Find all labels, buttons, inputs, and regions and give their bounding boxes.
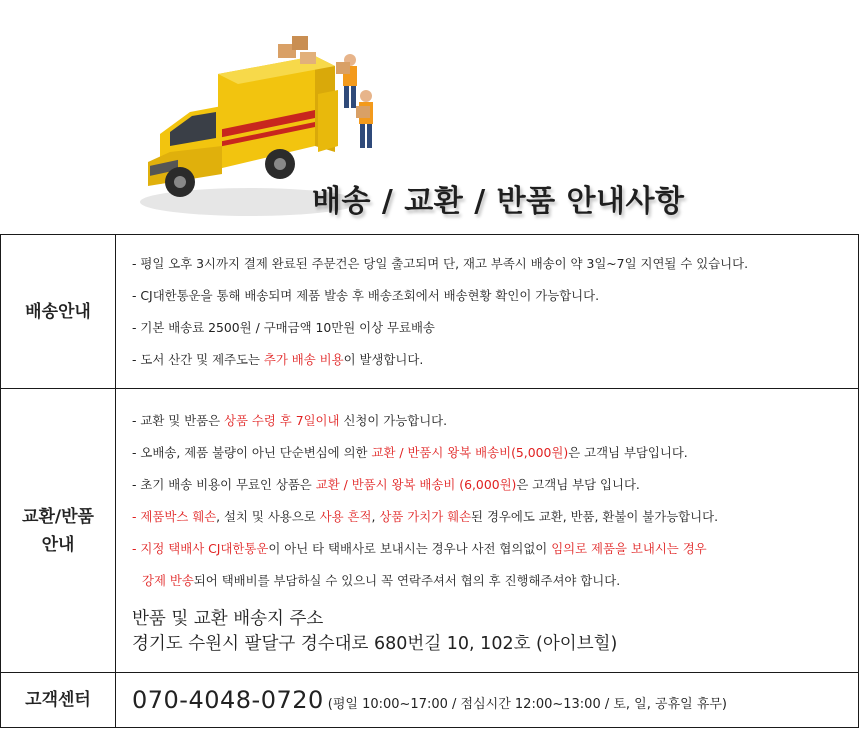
- return-address: 경기도 수원시 팔달구 경수대로 680번길 10, 102호 (아이브힐): [132, 633, 618, 654]
- header-banner: [0, 0, 860, 232]
- highlight-text: 상품 가치가 훼손: [379, 508, 472, 524]
- shipping-line-1: - 평일 오후 3시까지 결제 완료된 주문건은 당일 출고되며 단, 재고 부족시 배송이 약 3일~7일 지연될 수 있습니다.: [132, 255, 749, 271]
- text: - 교환 및 반품은: [132, 412, 225, 428]
- page-title: 배송 / 교환 / 반품 안내사항: [312, 184, 685, 219]
- text: 되어 택배비를 부담하실 수 있으니 꼭 연락주셔서 협의 후 진행해주셔야 합니다.: [193, 572, 621, 588]
- shipping-line-3: - 기본 배송료 2500원 / 구매금액 10만원 이상 무료배송: [132, 319, 435, 335]
- highlight-text: - 지정 택배사 CJ대한통운: [132, 540, 269, 556]
- return-address-block: [132, 607, 858, 657]
- text: 신청이 가능합니다.: [339, 412, 448, 428]
- exchange-line-2: [132, 437, 858, 469]
- highlight-text: 추가 배송 비용: [263, 351, 344, 367]
- text: 이 아닌 타 택배사로 보내시는 경우나 사전 협의없이: [268, 540, 552, 556]
- return-address-title: 반품 및 교환 배송지 주소: [132, 608, 324, 629]
- support-hours: (평일 10:00~17:00 / 점심시간 12:00~13:00 / 토, 일, 공휴일 휴무): [327, 697, 728, 712]
- shipping-label: 배송안내: [1, 235, 116, 389]
- exchange-line-1: [132, 405, 858, 437]
- highlight-text: 임의로 제품을 보내시는 경우: [551, 540, 707, 556]
- support-label: 고객센터: [1, 673, 116, 728]
- text: ,: [371, 508, 380, 524]
- highlight-text: 강제 반송: [142, 572, 194, 588]
- highlight-text: 교환 / 반품시 왕복 배송비(5,000원): [371, 444, 569, 460]
- highlight-text: 사용 흔적: [319, 508, 372, 524]
- highlight-text: 교환 / 반품시 왕복 배송비 (6,000원): [315, 476, 517, 492]
- shipping-content: [116, 235, 859, 389]
- text: - 초기 배송 비용이 무료인 상품은: [132, 476, 316, 492]
- exchange-line-5: [132, 533, 858, 565]
- text: - 도서 산간 및 제주도는: [132, 351, 264, 367]
- exchange-label: [1, 389, 116, 673]
- text: 이 발생합니다.: [343, 351, 424, 367]
- text: , 설치 및 사용으로: [216, 508, 320, 524]
- exchange-line-4: [132, 501, 858, 533]
- support-row: [1, 673, 859, 728]
- text: 은 고객님 부담입니다.: [568, 444, 688, 460]
- exchange-label-line-1: 교환/반품: [22, 506, 94, 527]
- highlight-text: 상품 수령 후 7일이내: [224, 412, 340, 428]
- info-table: [0, 234, 859, 728]
- exchange-row: [1, 389, 859, 673]
- shipping-line-4: [132, 344, 858, 376]
- highlight-text: - 제품박스 훼손: [132, 508, 217, 524]
- exchange-label-line-2: 안내: [41, 534, 75, 555]
- support-phone-number[interactable]: 070-4048-0720: [132, 686, 324, 714]
- exchange-content: [116, 389, 859, 673]
- exchange-line-3: [132, 469, 858, 501]
- support-content: [116, 673, 859, 728]
- text: 된 경우에도 교환, 반품, 환불이 불가능합니다.: [471, 508, 719, 524]
- text: - 오배송, 제품 불량이 아닌 단순변심에 의한: [132, 444, 372, 460]
- shipping-line-2: - CJ대한통운을 통해 배송되며 제품 발송 후 배송조회에서 배송현황 확인이 가능합니다.: [132, 287, 600, 303]
- text: 은 고객님 부담 입니다.: [516, 476, 640, 492]
- shipping-row: [1, 235, 859, 389]
- exchange-line-6: [132, 565, 858, 597]
